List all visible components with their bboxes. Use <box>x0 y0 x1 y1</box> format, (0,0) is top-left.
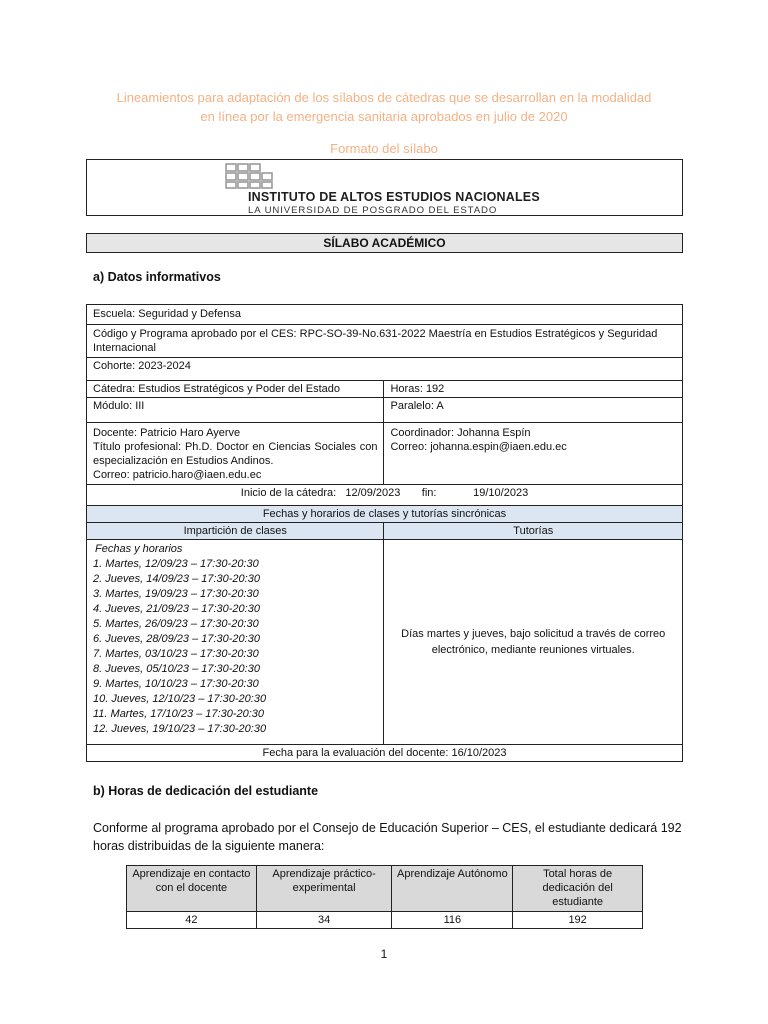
document-subtitle: Formato del sílabo <box>330 141 438 156</box>
session-item: 10. Jueves, 12/10/23 – 17:30-20:30 <box>93 693 267 705</box>
docente-name: Docente: Patricio Haro Ayerve <box>93 427 241 439</box>
info-table <box>86 304 683 762</box>
institution-name: INSTITUTO DE ALTOS ESTUDIOS NACIONALES <box>248 190 540 204</box>
docente-title: Título profesional: Ph.D. Doctor en Ciencias Sociales con especialización en Estudios Andinos. <box>93 441 378 467</box>
hours-paragraph: Conforme al programa aprobado por el Consejo de Educación Superior – CES, el estudiante dedicará 192 horas distribuidas de la siguiente manera: <box>93 821 682 853</box>
institution-tagline: LA UNIVERSIDAD DE POSGRADO DEL ESTADO <box>248 205 498 216</box>
codigo-cell: Código y Programa aprobado por el CES: RPC-SO-39-No.631-2022 Maestría en Estudios Estratégicos y Seguridad Internacional <box>87 325 683 358</box>
cohorte-cell: Cohorte: 2023-2024 <box>87 358 683 381</box>
hours-header-autonomo: Aprendizaje Autónomo <box>392 866 513 912</box>
institution-logo-icon <box>225 163 273 189</box>
hours-value-autonomo: 116 <box>392 912 513 929</box>
paralelo-cell: Paralelo: A <box>384 398 683 423</box>
session-item: 11. Martes, 17/10/23 – 17:30-20:30 <box>93 708 265 720</box>
session-item: 1. Martes, 12/09/23 – 17:30-20:30 <box>93 558 259 570</box>
catedra-cell: Cátedra: Estudios Estratégicos y Poder del Estado <box>87 381 384 398</box>
imparticion-header: Impartición de clases <box>87 523 384 540</box>
session-item: 5. Martes, 26/09/23 – 17:30-20:30 <box>93 618 259 630</box>
tutorias-header: Tutorías <box>384 523 683 540</box>
sessions-cell <box>87 540 384 745</box>
hours-value-practico: 34 <box>256 912 392 929</box>
hours-table <box>126 865 643 929</box>
fechas-header-cell: Fechas y horarios de clases y tutorías sincrónicas <box>87 506 683 523</box>
session-item: 6. Jueves, 28/09/23 – 17:30-20:30 <box>93 633 260 645</box>
evaluacion-cell: Fecha para la evaluación del docente: 16/10/2023 <box>87 745 683 762</box>
inicio-cell: Inicio de la cátedra: 12/09/2023 fin: 19/10/2023 <box>87 485 683 506</box>
silabo-title: SÍLABO ACADÉMICO <box>86 233 683 253</box>
tutorias-cell: Días martes y jueves, bajo solicitud a través de correo electrónico, mediante reuniones virtuales. <box>384 540 683 745</box>
page-number: 1 <box>380 947 388 961</box>
coordinador-email: Correo: johanna.espin@iaen.edu.ec <box>390 441 567 453</box>
modulo-cell: Módulo: III <box>87 398 384 423</box>
session-item: 9. Martes, 10/10/23 – 17:30-20:30 <box>93 678 259 690</box>
session-item: 12. Jueves, 19/10/23 – 17:30-20:30 <box>93 723 267 735</box>
coordinador-cell <box>384 423 683 485</box>
session-item: 2. Jueves, 14/09/23 – 17:30-20:30 <box>93 573 260 585</box>
session-item: 3. Martes, 19/09/23 – 17:30-20:30 <box>93 588 259 600</box>
session-item: 4. Jueves, 21/09/23 – 17:30-20:30 <box>93 603 260 615</box>
session-item: 7. Martes, 03/10/23 – 17:30-20:30 <box>93 648 259 660</box>
coordinador-name: Coordinador: Johanna Espín <box>390 427 531 439</box>
title-line-2: en línea por la emergencia sanitaria aprobados en julio de 2020 <box>200 109 568 124</box>
sessions-label: Fechas y horarios <box>95 543 183 555</box>
docente-cell <box>87 423 384 485</box>
section-a-heading: a) Datos informativos <box>93 270 221 284</box>
hours-header-contacto: Aprendizaje en contacto con el docente <box>127 866 257 912</box>
document-title <box>0 88 768 126</box>
logo-header-box <box>86 159 683 216</box>
hours-header-total: Total horas de dedicación del estudiante <box>513 866 643 912</box>
hours-value-total: 192 <box>513 912 643 929</box>
section-b-heading: b) Horas de dedicación del estudiante <box>93 784 319 798</box>
hours-value-contacto: 42 <box>127 912 257 929</box>
escuela-cell: Escuela: Seguridad y Defensa <box>87 305 683 325</box>
horas-cell: Horas: 192 <box>384 381 683 398</box>
docente-email: Correo: patricio.haro@iaen.edu.ec <box>93 469 262 481</box>
title-line-1: Lineamientos para adaptación de los sílabos de cátedras que se desarrollan en la modalidad <box>116 90 652 105</box>
hours-header-practico: Aprendizaje práctico-experimental <box>256 866 392 912</box>
session-item: 8. Jueves, 05/10/23 – 17:30-20:30 <box>93 663 260 675</box>
